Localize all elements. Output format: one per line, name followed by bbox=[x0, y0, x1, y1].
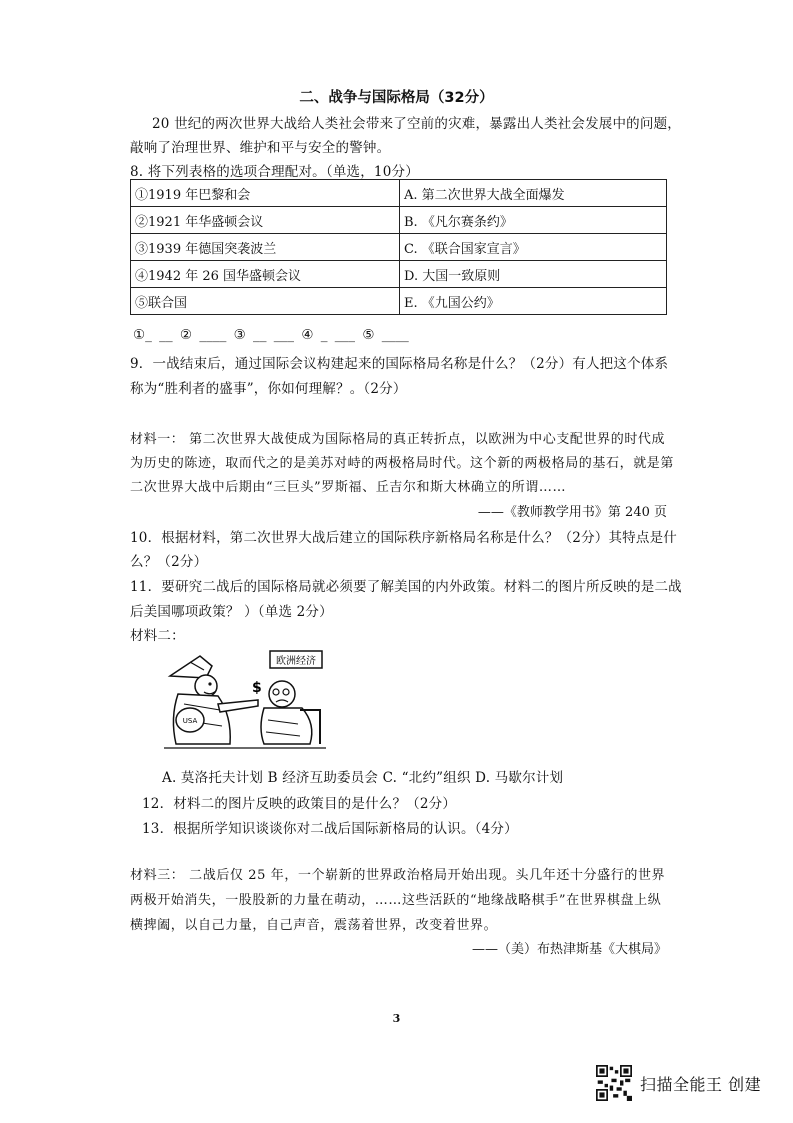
section-title: 二、战争与国际格局（32分） bbox=[299, 90, 494, 106]
intro-line-1: 20 世纪的两次世界大战给人类社会带来了空前的灾难，暴露出人类社会发展中的问题， bbox=[152, 116, 681, 132]
cartoon-dollar-sign: $ bbox=[252, 680, 262, 696]
table-row bbox=[131, 207, 667, 234]
cartoon-bag-label: USA bbox=[182, 717, 198, 725]
marshall-plan-cartoon bbox=[160, 648, 330, 752]
q13-text: 13．根据所学知识谈谈你对二战后国际新格局的认识。（4分） bbox=[142, 821, 518, 837]
q11-options: A. 莫洛托夫计划 B 经济互助委员会 C. “北约”组织 D. 马歇尔计划 bbox=[162, 770, 564, 786]
material3-line-1: 材料三： 二战后仅 25 年，一个崭新的世界政治格局开始出现。头几年还十分盛行的世界 bbox=[130, 868, 666, 883]
page-number: 3 bbox=[392, 1012, 401, 1025]
qr-code-icon bbox=[596, 1065, 632, 1101]
table-cell-right: A. 第二次世界大战全面爆发 bbox=[400, 180, 667, 207]
material1-line-1: 材料一： 第二次世界大战使成为国际格局的真正转折点，以欧洲为中心支配世界的时代成 bbox=[130, 432, 666, 447]
table-cell-left: ④1942 年 26 国华盛顿会议 bbox=[131, 261, 400, 288]
q11-line-2: 后美国哪项政策？ ）（单选 2分） bbox=[130, 604, 333, 620]
table-cell-left: ⑤联合国 bbox=[131, 288, 400, 315]
q9-line-1: 9．一战结束后，通过国际会议构建起来的国际格局名称是什么？（2分）有人把这个体系 bbox=[130, 356, 669, 372]
intro-line-2: 敲响了治理世界、维护和平与安全的警钟。 bbox=[130, 140, 391, 156]
table-row bbox=[131, 234, 667, 261]
table-cell-left: ①1919 年巴黎和会 bbox=[131, 180, 400, 207]
q8-answer-blanks: ①_ __ ② ____ ③ __ ___ ④ _ ___ ⑤ ____ bbox=[133, 327, 409, 343]
q9-line-2: 称为“胜利者的盛事”，你如何理解？。（2分） bbox=[130, 381, 407, 397]
material3-source: ——（美）布热津斯基《大棋局》 bbox=[471, 942, 667, 957]
q10-line-1: 10．根据材料，第二次世界大战后建立的国际秩序新格局名称是什么？（2分）其特点是什 bbox=[130, 530, 677, 546]
table-cell-right: B. 《凡尔赛条约》 bbox=[400, 207, 667, 234]
material1-line-2: 为历史的陈迹，取而代之的是美苏对峙的两极格局时代。这个新的两极格局的基石，就是第 bbox=[130, 456, 675, 471]
matching-table bbox=[130, 179, 667, 315]
table-cell-left: ③1939 年德国突袭波兰 bbox=[131, 234, 400, 261]
material3-line-2: 两极开始消失，一股股新的力量在萌动，……这些活跃的“地缘战略棋手”在世界棋盘上纵 bbox=[130, 893, 662, 908]
q11-line-1: 11．要研究二战后的国际格局就必须要了解美国的内外政策。材料二的图片所反映的是二战 bbox=[130, 579, 682, 595]
table-row bbox=[131, 180, 667, 207]
cartoon-sign-text: 欧洲经济 bbox=[276, 656, 316, 667]
material2-label: 材料二： bbox=[130, 628, 185, 644]
table-cell-right: E. 《九国公约》 bbox=[400, 288, 667, 315]
scanner-watermark-text: 扫描全能王 创建 bbox=[640, 1075, 762, 1094]
material1-source: ——《教师教学用书》第 240 页 bbox=[477, 505, 667, 520]
table-cell-left: ②1921 年华盛顿会议 bbox=[131, 207, 400, 234]
table-row bbox=[131, 288, 667, 315]
table-row bbox=[131, 261, 667, 288]
table-cell-right: C. 《联合国家宣言》 bbox=[400, 234, 667, 261]
q10-line-2: 么？（2分） bbox=[130, 554, 208, 570]
q8-prompt: 8. 将下列表格的选项合理配对。（单选，10分） bbox=[130, 164, 419, 180]
q12-text: 12．材料二的图片反映的政策目的是什么？（2分） bbox=[142, 796, 457, 812]
material3-line-3: 横捭阖，以自己力量，自己声音，震荡着世界，改变着世界。 bbox=[130, 918, 498, 933]
table-cell-right: D. 大国一致原则 bbox=[400, 261, 667, 288]
material1-line-3: 二次世界大战中后期由“三巨头”罗斯福、丘吉尔和斯大林确立的所谓…… bbox=[130, 480, 567, 495]
